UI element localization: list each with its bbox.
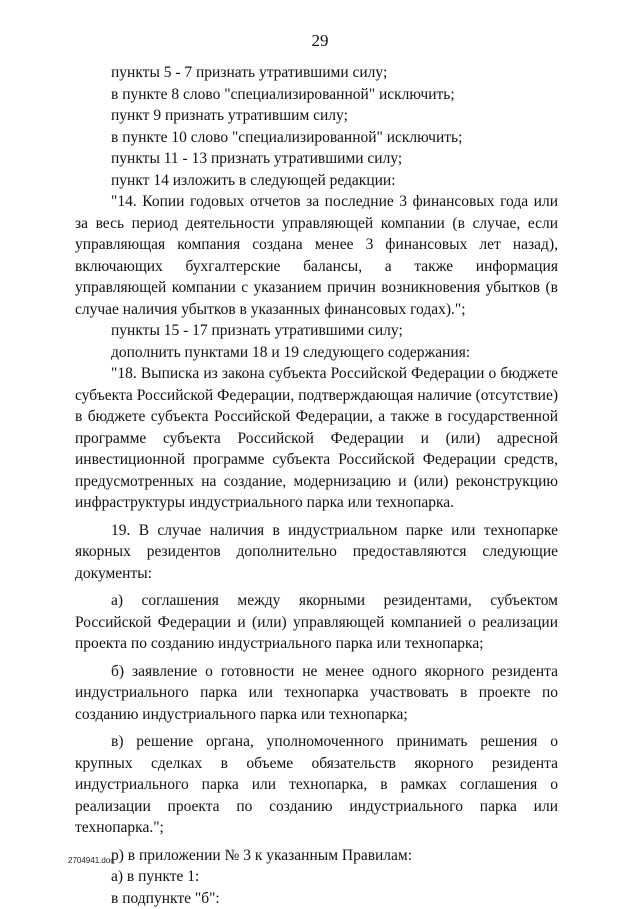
- paragraph-14: "14. Копии годовых отчетов за последние 3 финансовых года или за весь период деятельности управляющей компании (в случае, если управляющая компания создана менее 3 финансовых лет назад), включающих бухгалтерские балансы, а также информация управляющей компании с указанием причин возникновения убытков (в случае наличия убытков в указанных финансовых годах).";: [75, 191, 558, 320]
- document-body: [75, 62, 558, 909]
- paragraph-a: а) соглашения между якорными резидентами, субъектом Российской Федерации и (или) управляющей компанией о реализации проекта по созданию индустриального парка или технопарка;: [75, 590, 558, 655]
- paragraph-v: в) решение органа, уполномоченного принимать решения о крупных сделках в объеме обязательств якорного резидента индустриального парка или технопарка, в рамках соглашения о реализации проекта по созданию индустриального парка или технопарка.";: [75, 731, 558, 839]
- text-line: пункт 9 признать утратившим силу;: [75, 105, 558, 127]
- text-line: дополнить пунктами 18 и 19 следующего содержания:: [75, 342, 558, 364]
- text-line: а) в пункте 1:: [75, 866, 558, 888]
- text-line: в пункте 10 слово "специализированной" исключить;: [75, 127, 558, 149]
- paragraph-19: 19. В случае наличия в индустриальном парке или технопарке якорных резидентов дополнительно предоставляются следующие документы:: [75, 520, 558, 585]
- page-number: 29: [0, 31, 640, 51]
- text-line: пункты 11 - 13 признать утратившими силу;: [75, 148, 558, 170]
- text-line: в подпункте "б":: [75, 888, 558, 909]
- text-line: пункты 5 - 7 признать утратившими силу;: [75, 62, 558, 84]
- paragraph-b: б) заявление о готовности не менее одного якорного резидента индустриального парка или технопарка участвовать в проекте по созданию индустриального парка или технопарка;: [75, 661, 558, 726]
- text-line: в пункте 8 слово "специализированной" исключить;: [75, 84, 558, 106]
- paragraph-18: "18. Выписка из закона субъекта Российской Федерации о бюджете субъекта Российской Федерации, подтверждающая наличие (отсутствие) в бюджете субъекта Российской Федерации, а также в государственной программе субъекта Российской Федерации и (или) адресной инвестиционной программе субъекта Российской Федерации средств, предусмотренных на создание, модернизацию и (или) реконструкцию инфраструктуры индустриального парка или технопарка.: [75, 363, 558, 514]
- file-name-footer: 2704941.doc: [68, 856, 114, 865]
- text-line: пункт 14 изложить в следующей редакции:: [75, 170, 558, 192]
- text-line: пункты 15 - 17 признать утратившими силу;: [75, 320, 558, 342]
- text-line: р) в приложении № 3 к указанным Правилам:: [75, 845, 558, 867]
